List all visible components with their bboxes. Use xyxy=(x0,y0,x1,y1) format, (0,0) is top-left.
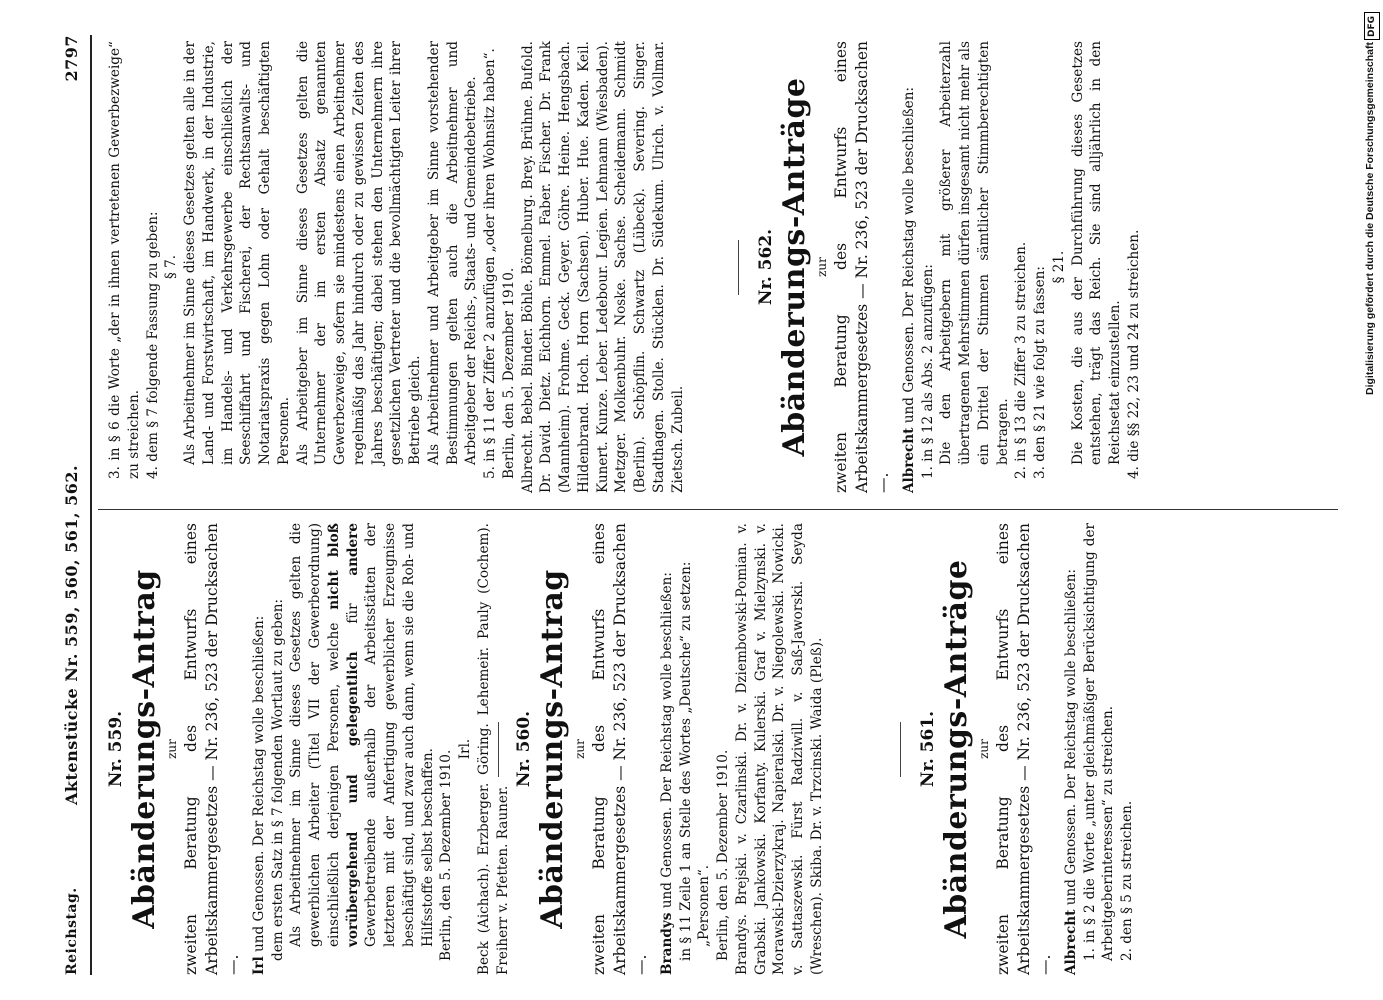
section-subtitle: zweiten Beratung des Entwurfs eines Arbeitskammergesetzes — Nr. 236, 523 der Drucksachen —. xyxy=(994,523,1054,975)
list-item: 3. den § 21 wie folgt zu fassen: xyxy=(1032,266,1049,479)
motion-author: Albrecht xyxy=(1062,909,1079,975)
quote-paragraph: Als Arbeitgeber im Sinne dieses Gesetzes gelten die Unternehmer der im ersten Absatz genannten Gewerbezweige, sofern sie mindestens einen Arbeitnehmer regelmäßig das Jahr hindurch oder zu gewissen Zeiten des Jahres beschäftigen; dabei stehen den Unternehmern ihre gesetzlichen Vertreter und die bevollmächtigten Leiter ihrer Betriebe gleich. xyxy=(294,41,423,465)
quote-paragraph: Als Arbeitnehmer und Arbeitgeber im Sinne vorstehender Bestimmungen gelten auch die Arbeitnehmer und Arbeitgeber der Reichs-, Staats- und Gemeindebetriebe. xyxy=(425,41,480,465)
motion-intro xyxy=(658,523,677,975)
motion-text: dem ersten Satz in § 7 folgenden Wortlaut zu geben: xyxy=(269,598,286,961)
header-rule xyxy=(90,35,92,975)
motion-intro xyxy=(900,41,919,493)
quote-bold: nicht bloß vorübergehend und gelegentlich xyxy=(325,523,361,947)
dfg-logo: DFG xyxy=(1364,12,1380,40)
motion-intro-text: und Genossen. Der Reichstag wolle beschließen: xyxy=(658,572,675,913)
list-item: 4. dem § 7 folgende Fassung zu geben: xyxy=(144,211,161,479)
motion-quote xyxy=(287,523,437,975)
list-item: 2. den § 5 zu streichen. xyxy=(1119,800,1136,961)
section-zur: zur xyxy=(573,739,587,759)
signatories: Albrecht. Bebel. Binder. Böhle. Bömelburg. Brey. Brühne. Bufold. Dr. David. Dietz. Eichhorn. Emmel. Faber. Fischer. Dr. Frank (Mannheim). Frohme. Geck. Geyer. Göhre. Heine. Hengsbach. Hildenbrand. Hoch. Horn (Sachsen). Huber. Hue. Kaden. Keil. Kunert. Kunze. Leber. Ledebour. Legien. Lehmann (Wiesbaden). Metzger. Molkenbuhr. Noske. Sachse. Scheidemann. Schmidt (Berlin). Schöpflin. Schwartz (Lübeck). Severing. Singer. Stadthagen. Stolle. Stücklen. Dr. Südekum. Ulrich. v. Vollmar. Zietsch. Zubeil. xyxy=(519,41,686,493)
list-item: 3. in § 6 die Worte „der in ihnen vertretenen Gewerbezweige“ zu streichen. xyxy=(107,41,142,479)
section-title: Abänderungs-Anträge xyxy=(939,559,974,939)
signer: Irl. xyxy=(457,738,474,760)
section-number: Nr. 561. xyxy=(918,710,938,788)
page-header xyxy=(62,35,86,975)
page-number: 2797 xyxy=(62,35,81,82)
section-number: Nr. 562. xyxy=(756,228,776,306)
list-item: 2. in § 13 die Ziffer 3 zu streichen. xyxy=(1013,241,1030,479)
list-item: 5. in § 11 der Ziffer 2 anzufügen „oder ihren Wohnsitz haben“. xyxy=(482,48,498,479)
date-line: Berlin, den 5. Dezember 1910. xyxy=(500,267,517,479)
section-title: Abänderungs-Anträge xyxy=(777,77,812,457)
column-divider xyxy=(98,509,1338,510)
section-subtitle: zweiten Beratung des Entwurfs eines Arbeitskammergesetzes — Nr. 236, 523 der Drucksachen —. xyxy=(590,523,650,975)
motion-author: Albrecht xyxy=(900,427,917,493)
section-number: Nr. 559. xyxy=(106,710,126,788)
section-zur: zur xyxy=(165,739,179,759)
paragraph-head: § 21. xyxy=(1050,250,1067,284)
section-title: Abänderungs-Antrag xyxy=(127,569,162,929)
section-number: Nr. 560. xyxy=(514,710,534,788)
date-line: Berlin, den 5. Dezember 1910. xyxy=(438,749,455,961)
motion-intro xyxy=(250,523,269,975)
credit-text: Digitalisierung gefördert durch die Deutsche Forschungsgemeinschaft xyxy=(1364,42,1376,395)
continuation-561 xyxy=(106,41,687,493)
quote-paragraph: Die Kosten, die aus der Durchführung dieses Gesetzes entstehen, trägt das Reich. Sie sind alljährlich in den Reichsetat einzustellen. xyxy=(1069,41,1124,465)
motion-intro-text: und Genossen. Der Reichstag wolle beschließen: xyxy=(900,86,917,428)
signatories: Beck (Aichach). Erzberger. Göring. Lehemeir. Pauly (Cochem). Freiherr v. Pfetten. Rauner. xyxy=(475,523,511,975)
quote-bold: andere xyxy=(344,523,361,576)
motion-quote: „Personen“. xyxy=(696,864,713,947)
quote-paragraph: Als Arbeitnehmer im Sinne dieses Gesetzes gelten alle in der Land- und Forstwirtschaft, im Handwerk, in der Industrie, im Handels- und Verkehrsgewerbe einschließlich der Seeschiffahrt und Fischerei, der Rechtsanwalts- und Notariatspraxis gegen Lohn oder Gehalt beschäftigten Personen. xyxy=(182,41,292,465)
section-561 xyxy=(918,523,1137,975)
quote-part: Als Arbeitnehmer im Sinne dieses Gesetzes gelten die gewerblichen Arbeiter (Titel VII der Gewerbeordnung) einschließlich derjenigen Personen, welche xyxy=(288,523,342,947)
motion-text: in § 11 Zeile 1 an Stelle des Wortes „Deutsche“ zu setzen: xyxy=(677,561,694,961)
motion-author: Brandys xyxy=(658,912,675,975)
list-item: 1. in § 12 als Abs. 2 anzufügen: xyxy=(919,264,936,479)
section-562 xyxy=(756,41,1144,493)
section-zur: zur xyxy=(977,739,991,759)
motion-intro-text: und Genossen. Der Reichstag wolle beschließen: xyxy=(250,615,267,957)
section-559 xyxy=(106,523,512,975)
quote-part: für xyxy=(344,575,361,652)
header-left: Reichstag. xyxy=(64,887,80,975)
section-divider xyxy=(498,722,499,777)
section-divider xyxy=(900,722,901,777)
digitization-credit xyxy=(1361,12,1383,992)
section-subtitle: zweiten Beratung des Entwurfs eines Arbeitskammergesetzes — Nr. 236, 523 der Drucksachen —. xyxy=(182,523,242,975)
section-subtitle: zweiten Beratung des Entwurfs eines Arbeitskammergesetzes — Nr. 236, 523 der Drucksachen —. xyxy=(832,41,892,493)
motion-intro-text: und Genossen. Der Reichstag wolle beschließen: xyxy=(1062,568,1079,910)
header-center: Aktenstücke Nr. 559, 560, 561, 562. xyxy=(62,464,81,805)
quote-part: Gewerbetreibende außerhalb der Arbeitsstätten der letzteren mit der Anfertigung gewerblicher Erzeugnisse beschäftigt sind, und zwar auch dann, wenn sie die Roh- und Hilfsstoffe selbst beschaffen. xyxy=(363,523,436,947)
signatories: Brandys. Brejski. v. Czarlinski. Dr. v. Dziembowski-Pomian. v. Grabski. Jankowski. Korfanty. Kulerski. Graf v. Mielzynski. v. Morawski-Dzierzykraj. Napieralski. Dr. v. Niegolewski. Nowicki. v. Sattaszewski. Fürst Radziwill. v. Saß-Jaworski. Seyda (Wreschen). Skiba. Dr. v. Trzcinski. Waida (Pleß). xyxy=(733,523,825,975)
date-line: Berlin, den 5. Dezember 1910. xyxy=(715,749,732,961)
motion-intro xyxy=(1062,523,1081,975)
paragraph-head: § 7. xyxy=(163,254,180,280)
quote-paragraph: Die den Arbeitgebern mit größerer Arbeiterzahl übertragenen Mehrstimmen dürfen insgesamt nicht mehr als ein Drittel der Stimmen sämtlicher Stimmberechtigten betragen. xyxy=(938,41,1011,465)
section-title: Abänderungs-Antrag xyxy=(535,569,570,929)
section-560 xyxy=(514,523,827,975)
list-item: 4. die §§ 22, 23 und 24 zu streichen. xyxy=(1125,229,1142,479)
list-item: 1. in § 2 die Worte „unter gleichmäßiger Berücksichtigung der Arbeitgeberinteressen“ zu streichen. xyxy=(1081,523,1117,961)
section-zur: zur xyxy=(815,257,829,277)
rotated-page xyxy=(62,35,1352,975)
motion-author: Irl xyxy=(250,956,267,975)
section-divider xyxy=(738,240,739,295)
